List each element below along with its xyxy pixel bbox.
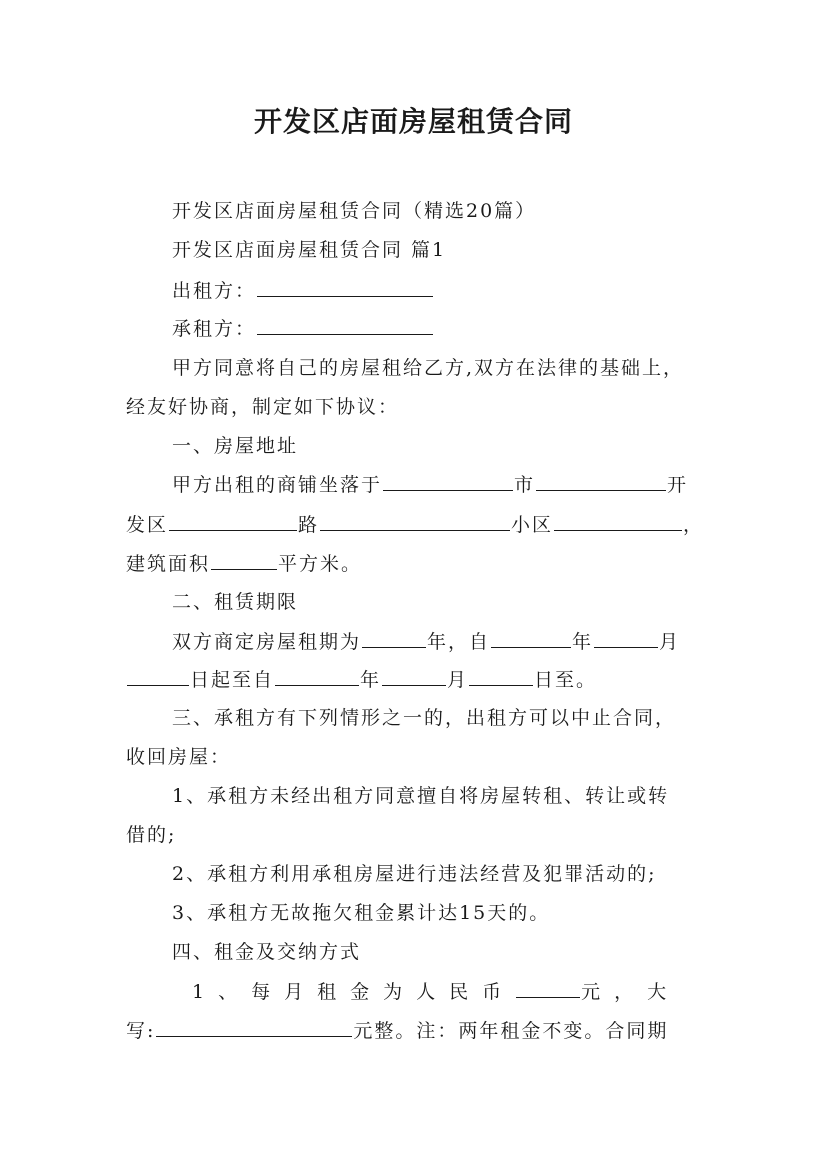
rent-words-blank[interactable] [156,1016,352,1037]
clause1-heading: 一、房屋地址 [172,435,299,457]
zone-blank[interactable] [169,510,297,531]
city-blank[interactable] [536,470,666,491]
clause2-heading: 二、租赁期限 [172,591,299,613]
lessee-line [172,314,706,343]
clause1-comma: ， [683,514,705,536]
start-day-blank[interactable] [127,665,189,686]
clause1-line-1 [172,470,706,499]
item1-line-2: 借的; [126,824,177,846]
clause1-community-label: 小区 [511,514,554,536]
rent-note: 元整。注：两年租金不变。合同期 [353,1020,669,1042]
end-month-blank[interactable] [382,665,446,686]
lessor-label: 出租方： [172,280,257,302]
area-unit: 平方米。 [278,553,363,575]
clause4-line-1 [192,977,704,1006]
clause3-line-2: 收回房屋： [126,746,232,768]
end-day-label: 日至。 [534,669,598,691]
lessee-blank[interactable] [257,314,433,335]
term-years-blank[interactable] [362,627,426,648]
end-month-label: 月 [447,669,469,691]
intro-line-2: 经友好协商，制定如下协议： [126,396,400,418]
clause1-text: 甲方出租的商铺坐落于 [172,474,383,496]
item1-line-1: 1、承租方未经出租方同意擅自将房屋转租、转让或转 [172,785,670,807]
term-from-label: 年，自 [427,631,491,653]
clause1-city-label: 市 [514,474,536,496]
city-prefix-blank[interactable] [383,470,513,491]
rent-unit-label: 元，大 [581,981,681,1003]
start-year-label: 年 [572,631,594,653]
clause1-zone-label: 发区 [126,514,169,536]
area-label: 建筑面积 [126,553,211,575]
clause4-heading: 四、租金及交纳方式 [172,941,362,963]
section-heading: 开发区店面房屋租赁合同 篇1 [172,239,447,261]
road-blank[interactable] [320,510,510,531]
start-month-label: 月 [659,631,681,653]
lessor-line [172,276,706,305]
clause1-line-3 [126,549,706,578]
term-label: 双方商定房屋租期为 [172,631,362,653]
start-day-label: 日起至自 [190,669,275,691]
end-year-blank[interactable] [275,665,359,686]
rent-label: 1、每月租金为人民币 [192,981,516,1003]
end-year-label: 年 [360,669,382,691]
start-year-blank[interactable] [491,627,571,648]
document-subtitle: 开发区店面房屋租赁合同（精选20篇） [172,200,537,222]
rent-amount-blank[interactable] [516,977,580,998]
clause1-road-label: 路 [298,514,320,536]
start-month-blank[interactable] [594,627,658,648]
community-blank[interactable] [554,510,682,531]
clause2-line-1 [172,627,706,656]
document-title: 开发区店面房屋租赁合同 [253,105,573,138]
clause1-line-2 [126,510,706,539]
clause4-line-2 [126,1016,706,1045]
rent-words-label: 写: [126,1020,156,1042]
intro-line-1: 甲方同意将自己的房屋租给乙方,双方在法律的基础上， [172,357,685,379]
clause2-line-2 [126,665,706,694]
clause3-line-1: 三、承租方有下列情形之一的，出租方可以中止合同， [172,707,677,729]
end-day-blank[interactable] [469,665,533,686]
area-blank[interactable] [211,549,277,570]
item2: 2、承租方利用承租房屋进行违法经营及犯罪活动的; [172,863,657,885]
item3: 3、承租方无故拖欠租金累计达15天的。 [172,902,551,924]
lessor-blank[interactable] [257,276,433,297]
clause1-dev-label: 开 [667,474,689,496]
lessee-label: 承租方： [172,318,257,340]
